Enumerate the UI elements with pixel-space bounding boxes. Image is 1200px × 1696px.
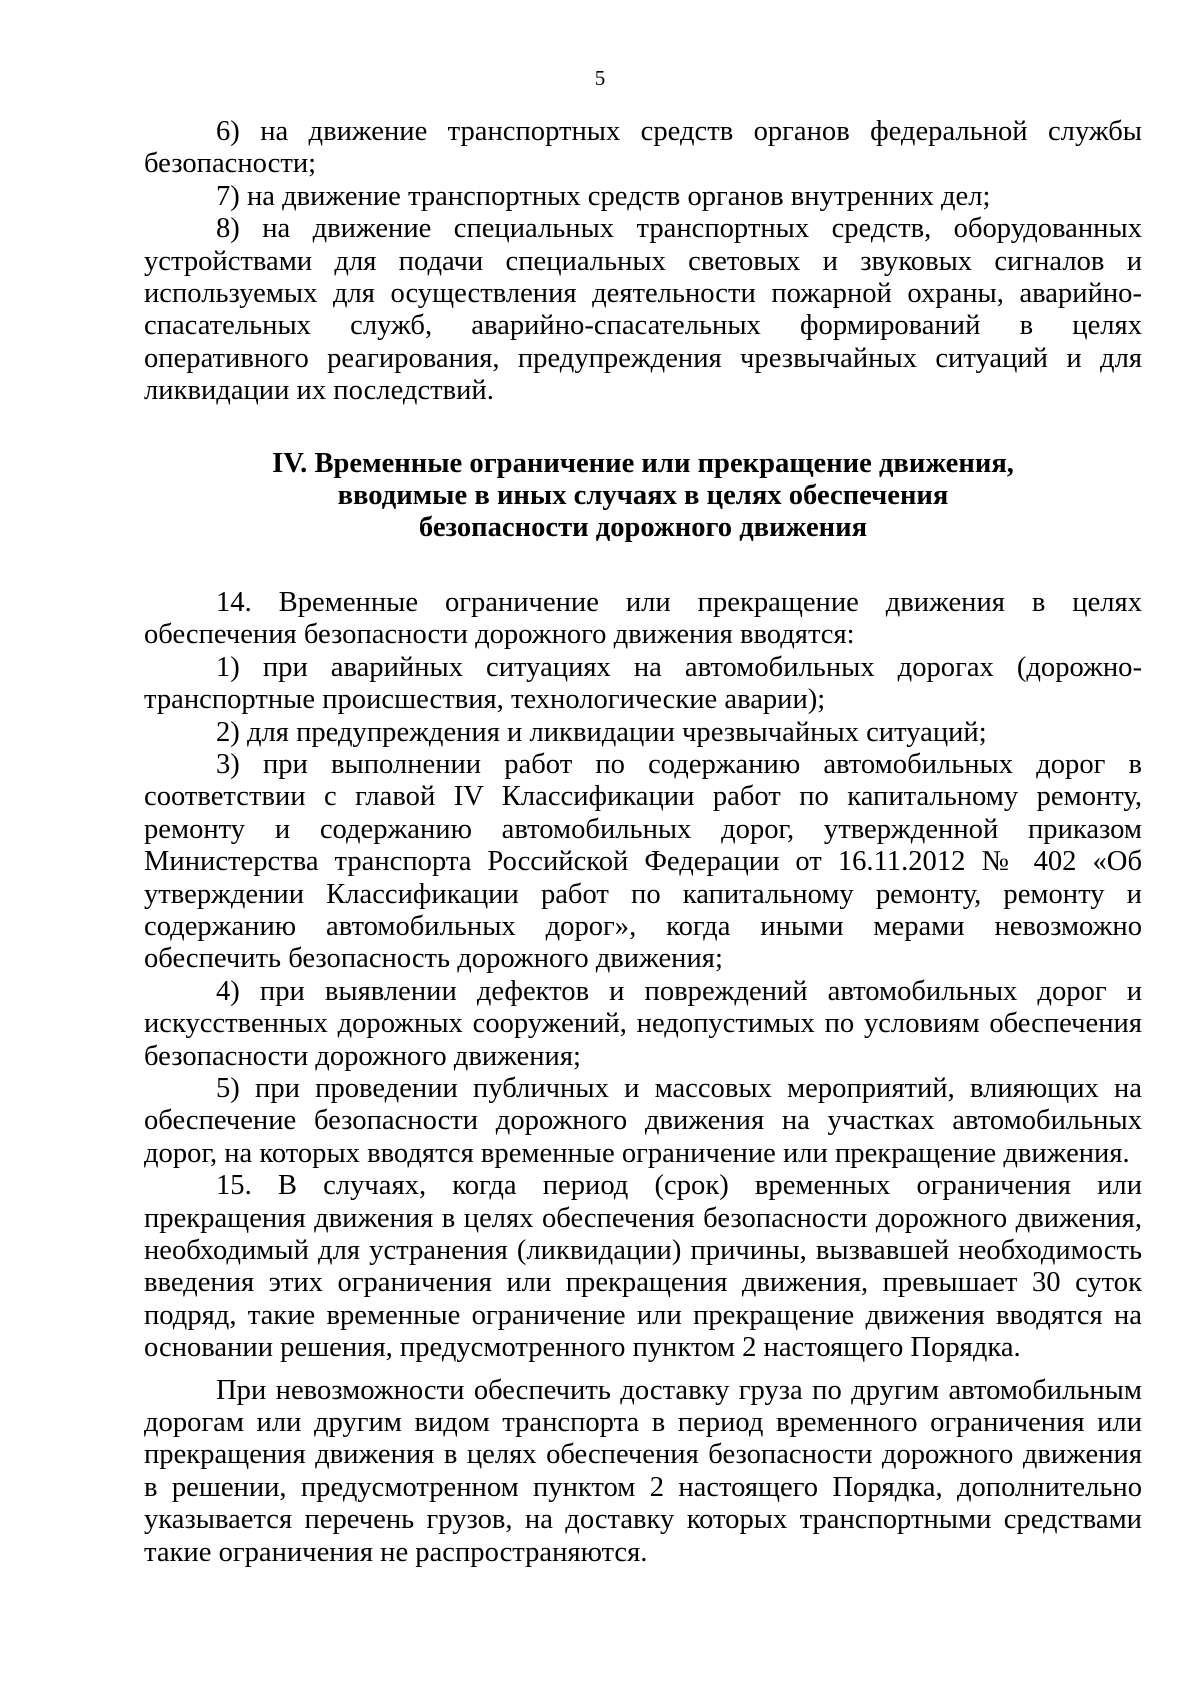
clause-14-item-3: 3) при выполнении работ по содержанию автомобильных дорог в соответствии с главой IV Классификации работ по капитальному ремонту, ремонту и содержанию автомобильных дорог, утвержденной приказом Министерства транспорта Российской Федерации от 16.11.2012 № 402 «Об утверждении Классификации работ по капитальному ремонту, ремонту и содержанию автомобильных дорог», когда иными мерами невозможно обеспечить безопасность дорожного движения; <box>144 748 1142 975</box>
page-number: 5 <box>594 66 606 90</box>
clause-14-item-5: 5) при проведении публичных и массовых мероприятий, влияющих на обеспечение безопасности дорожного движения на участках автомобильных дорог, на которых вводятся временные ограничение или прекращение движения. <box>144 1072 1142 1169</box>
section-heading <box>144 448 1142 545</box>
clause-15: 15. В случаях, когда период (срок) временных ограничения или прекращения движения в целях обеспечения безопасности дорожного движения, необходимый для устранения (ликвидации) причины, вызвавшей необходимость введения этих ограничения или прекращения движения, превышает 30 суток подряд, такие временные ограничение или прекращение движения вводятся на основании решения, предусмотренного пунктом 2 настоящего Порядка. <box>144 1170 1142 1364</box>
final-paragraph: При невозможности обеспечить доставку груза по другим автомобильным дорогам или другим видом транспорта в период временного ограничения или прекращения движения в целях обеспечения безопасности дорожного движения в решении, предусмотренном пунктом 2 настоящего Порядка, дополнительно указывается перечень грузов, на доставку которых транспортными средствами такие ограничения не распространяются. <box>144 1374 1142 1568</box>
clause-14-item-4: 4) при выявлении дефектов и повреждений автомобильных дорог и искусственных дорожных сооружений, недопустимых по условиям обеспечения безопасности дорожного движения; <box>144 975 1142 1072</box>
clause-14: 14. Временные ограничение или прекращение движения в целях обеспечения безопасности дорожного движения вводятся: <box>144 586 1142 651</box>
item-6: 6) на движение транспортных средств органов федеральной службы безопасности; <box>144 116 1142 180</box>
item-7: 7) на движение транспортных средств органов внутренних дел; <box>216 180 991 212</box>
item-8: 8) на движение специальных транспортных средств, оборудованных устройствами для подачи специальных световых и звуковых сигналов и используемых для осуществления деятельности пожарной охраны, аварийно-спасательных служб, аварийно-спасательных формирований в целях оперативного реагирования, предупреждения чрезвычайных ситуаций и для ликвидации их последствий. <box>144 213 1142 407</box>
clause-14-item-2: 2) для предупреждения и ликвидации чрезвычайных ситуаций; <box>216 716 987 748</box>
document-body <box>144 116 1142 1569</box>
section-heading-line-1: IV. Временные ограничение или прекращение движения, <box>272 447 1014 479</box>
paragraph-gap <box>144 1365 1142 1375</box>
clause-14-item-1: 1) при аварийных ситуациях на автомобильных дорогах (дорожно-транспортные происшествия, технологические аварии); <box>144 651 1142 716</box>
section-heading-line-3: безопасности дорожного движения <box>418 512 868 544</box>
section-heading-line-2: вводимые в иных случаях в целях обеспечения <box>337 480 949 512</box>
